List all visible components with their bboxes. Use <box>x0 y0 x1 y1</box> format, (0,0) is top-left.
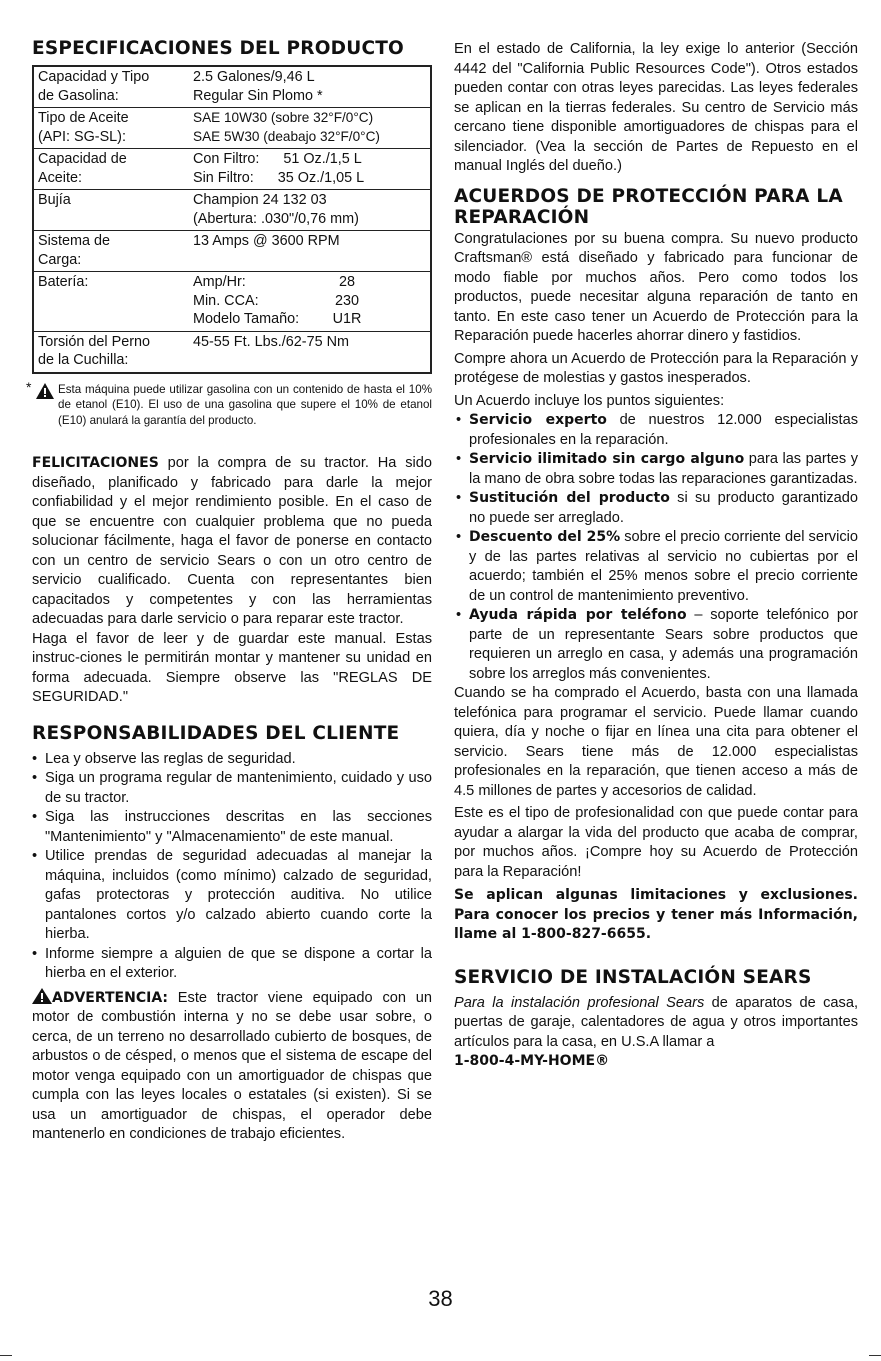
spec-table <box>32 65 432 374</box>
california-paragraph: En el estado de California, la ley exige lo anterior (Sección 4442 del "California Public Resources Code"). Otros estados pueden contar con otras leyes parecidas. Las leyes federales se aplican en la tierras federales. Su centro de Servicio más cercano tiene disponible amortiguadores de chispas para el silenciador. (Vea la sección de Partes de Repuesto en el manual Inglés del dueño.) <box>454 41 858 174</box>
warning-label: ADVERTENCIA: <box>52 989 169 1006</box>
protection-intro: Congratulaciones por su buena compra. Su nuevo producto Craftsman® está diseñado y fabricado para funcionar de modo fiable por muchos años. Pero como todos los productos, puede necesitar alguna reparación de tanto en tanto. En este caso tener un Acuerdo de Protección para la Reparación puede hacerles ahorrar dinero y fastidios. <box>454 230 858 344</box>
spec-value: Con Filtro: 51 Oz./1,5 L <box>193 151 362 167</box>
list-item-bold: Descuento del 25% <box>469 529 621 545</box>
spec-label: de la Cuchilla: <box>38 352 129 368</box>
spec-row-charging <box>34 231 430 272</box>
list-item: • Siga las instrucciones descritas en las secciones "Mantenimiento" y "Almacenamiento" de este manual. <box>32 808 432 847</box>
note-asterisk: * <box>26 378 32 395</box>
left-column <box>26 38 432 1145</box>
installation-italic: Para la instalación profesional Sears <box>454 994 705 1011</box>
warning-triangle-icon <box>32 988 52 1004</box>
spec-label: Carga: <box>38 251 82 268</box>
list-item-bold: Ayuda rápida por teléfono <box>469 607 687 623</box>
spec-row-oil-capacity <box>34 149 430 190</box>
spec-label: Aceite: <box>38 169 82 186</box>
ethanol-note-text: Esta máquina puede utilizar gasolina con un contenido de hasta el 10% de etanol (E10). El uso de una gasolina que supere el 10% de etanol (E10) anulará la garantía del producto. <box>58 382 432 427</box>
spec-label: Bujía <box>38 192 71 208</box>
spec-label: Torsión del Perno <box>38 333 150 350</box>
protection-limitations: Se aplican algunas limitaciones y exclusiones. Para conocer los precios y tener más Información, llame al 1-800-827-6655. <box>454 887 858 942</box>
spec-row-spark-plug <box>34 190 430 231</box>
warning-paragraph <box>32 988 432 1145</box>
list-item: • Siga un programa regular de mantenimiento, cuidado y uso de su tractor. <box>32 769 432 808</box>
list-item-text: – soporte telefónico por parte de un representante Sears sobre productos que requieren un arreglo en casa, y además una programación sobre los arreglos más convenientes. <box>469 607 859 682</box>
spec-value: 13 Amps @ 3600 RPM <box>193 233 340 249</box>
battery-value: U1R <box>332 311 362 327</box>
battery-key: Modelo Tamaño: <box>193 311 300 327</box>
list-item <box>456 450 858 489</box>
spec-heading: ESPECIFICACIONES DEL PRODUCTO <box>32 38 404 59</box>
spec-value: 45-55 Ft. Lbs./62-75 Nm <box>193 333 349 350</box>
list-item <box>456 489 858 528</box>
battery-key: Min. CCA: <box>193 292 259 309</box>
protection-list <box>456 411 858 684</box>
protection-buy: Compre ahora un Acuerdo de Protección para la Reparación y protégese de molestias y gastos inesperados. <box>454 350 858 386</box>
installation-heading: SERVICIO DE INSTALACIÓN SEARS <box>454 966 812 988</box>
warning-triangle-icon <box>26 378 58 429</box>
list-item-bold: Servicio ilimitado sin cargo alguno <box>469 451 745 467</box>
right-column <box>454 40 858 1072</box>
spec-value: Champion 24 132 03 <box>193 192 327 208</box>
warning-text: Este tractor viene equipado con un motor de combustión interna y no se debe usar sobre, o cerca, de un terreno no desarrollado cubierto de bosques, de arbustos o de césped, o menos que el sistema de escape del motor venga equipado con un amortiguador de chispas que cumpla con las leyes locales o estatales (si existen). Si se usa un amortiguador de chispas, el operador debe mantenerlo en condiciones de trabajo eficientes. <box>32 989 432 1142</box>
battery-key: Amp/Hr: <box>193 274 246 290</box>
congrats-paragraph <box>32 454 432 630</box>
ethanol-note <box>26 378 432 429</box>
list-item <box>456 411 858 450</box>
installation-phone: 1-800-4-MY-HOME® <box>454 1053 610 1069</box>
spec-value: SAE 10W30 (sobre 32°F/0°C) <box>193 110 374 125</box>
list-item: • Informe siempre a alguien de que se dispone a cortar la hierba en el exterior. <box>32 945 432 984</box>
list-item-text: para las partes y la mano de obra sobre todas las reparaciones garantizadas. <box>469 451 858 487</box>
spec-value: Regular Sin Plomo * <box>193 87 323 104</box>
spec-value: Sin Filtro: 35 Oz./1,05 L <box>193 169 365 186</box>
protection-heading: ACUERDOS DE PROTECCIÓN PARA LA REPARACIÓN <box>454 185 843 228</box>
spec-row-oil-type <box>34 108 430 149</box>
list-item-bold: Sustitución del producto <box>469 490 670 506</box>
spec-label: Sistema de <box>38 233 110 249</box>
congrats-bold: FELICITACIONES <box>32 455 159 471</box>
page-number: 38 <box>428 1286 453 1311</box>
list-item <box>456 528 858 606</box>
list-item-text: sobre el precio corriente del servicio y de las partes relativas al servicio no cubiertas por el acuerdo; también el 25% menos sobre el precio corriente de un control de mantenimiento preventivo. <box>469 529 859 604</box>
spec-row-fuel <box>34 67 430 108</box>
installation-paragraph <box>454 994 858 1053</box>
list-item-bold: Servicio experto <box>469 412 607 428</box>
crop-mark <box>0 1355 12 1356</box>
protection-professional: Este es el tipo de profesionalidad con que puede contar para ayudar a alargar la vida del producto que acaba de comprar, por muchos años. ¡Compre hoy su Acuerdo de Protección para la Reparación! <box>454 805 858 880</box>
spec-label: (API: SG-SL): <box>38 128 126 145</box>
spec-label: Capacidad de <box>38 151 127 167</box>
protection-call: Cuando se ha comprado el Acuerdo, basta con una llamada telefónica para programar el servicio. Puede llamar cuando quiera, día y noche o fijar en línea una cita para obtener el servicio. Sears tiene más de 12.000 especialistas profesionales en la reparación, que tienen acceso a más de 4.5 millones de partes y accesorios de calidad. <box>454 685 858 799</box>
list-item-text: si su producto garantizado no puede ser arreglado. <box>469 490 859 526</box>
spec-label: Capacidad y Tipo <box>38 69 150 85</box>
crop-mark <box>869 1355 881 1356</box>
spec-label: de Gasolina: <box>38 87 119 104</box>
list-item <box>456 606 858 684</box>
list-item: • Utilice prendas de seguridad adecuadas al manejar la máquina, incluidos (como mínimo) calzado de seguridad, gafas protectoras y protección auditiva. No utilice pantalones cortos y/o calzado abierto cuando corte la hierba. <box>32 847 432 945</box>
list-item: • Lea y observe las reglas de seguridad. <box>32 750 432 770</box>
read-manual-paragraph: Haga el favor de leer y de guardar este manual. Estas instruc-ciones le permitirán montar y mantener su unidad en forma adecuada. Siempre observe las "REGLAS DE SEGURIDAD." <box>32 630 432 705</box>
battery-value: 230 <box>334 292 359 309</box>
spec-row-battery <box>34 272 430 332</box>
spec-value: SAE 5W30 (deabajo 32°F/0°C) <box>193 128 380 144</box>
congrats-text: por la compra de su tractor. Ha sido diseñado, planificado y fabricado para darle la mejor confiabilidad y el mejor rendimiento posible. En el caso de que se encuentre con cualquier problema que no pueda solucionar fácilmente, haga el favor de ponerse en contacto con un centro de servicio Sears o con un otro centro de servicio cualificado. Cuenta con representantes bien capacitados y competentes y con las herramientas adecuadas para darle servicio o para reparar este tractor. <box>32 455 432 627</box>
list-item-text: de nuestros 12.000 especialistas profesionales en la reparación. <box>469 412 858 448</box>
spec-label: Tipo de Aceite <box>38 110 129 126</box>
battery-value: 28 <box>338 274 355 290</box>
responsibilities-heading: RESPONSABILIDADES DEL CLIENTE <box>32 722 400 744</box>
responsibilities-list <box>32 750 432 984</box>
spec-label: Batería: <box>38 274 89 290</box>
spec-row-blade-torque <box>34 332 430 372</box>
protection-includes: Un Acuerdo incluye los puntos siguientes: <box>454 392 725 409</box>
installation-text: de aparatos de casa, puertas de garaje, calentadores de agua y otros importantes artículos para la casa, en U.S.A llamar a <box>454 994 858 1050</box>
battery-specs <box>193 273 426 329</box>
spec-value: 2.5 Galones/9,46 L <box>193 69 315 85</box>
spec-value: (Abertura: .030"/0,76 mm) <box>193 210 359 227</box>
